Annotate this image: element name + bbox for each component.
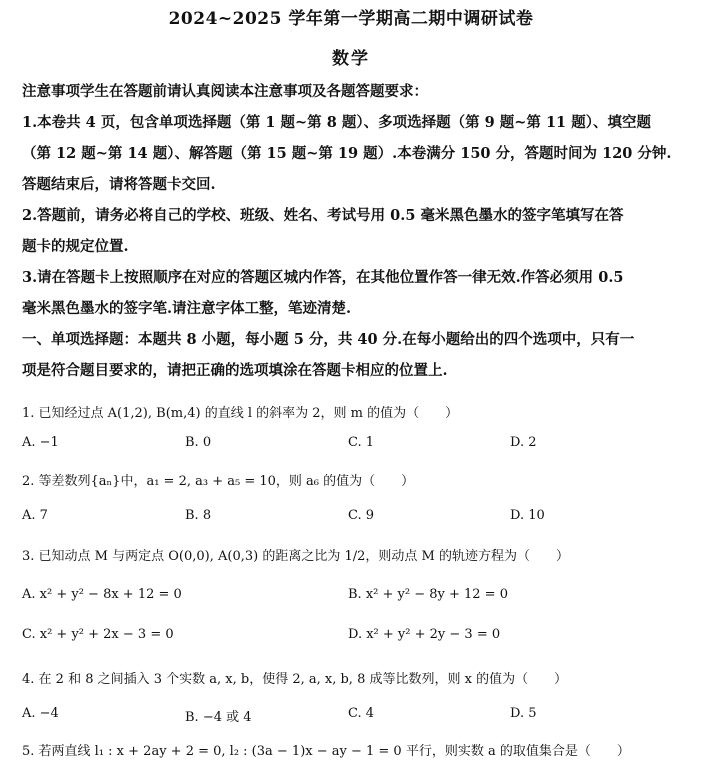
- question-4-stem: 4. 在 2 和 8 之间插入 3 个实数 a, x, b，使得 2, a, x, b, 8 成等比数列，则 x 的值为（ ）: [22, 672, 568, 687]
- question-1-option-d: D. 2: [510, 435, 537, 450]
- question-1-option-a: A. −1: [22, 435, 59, 450]
- question-4-option-c: C. 4: [348, 706, 375, 721]
- question-4-option-a: A. −4: [22, 706, 59, 721]
- question-3-option-b: B. x² + y² − 8y + 12 = 0: [348, 587, 508, 602]
- notice-heading: 注意事项学生在答题前请认真阅读本注意事项及各题答题要求：: [22, 83, 428, 100]
- question-2-option-b: B. 8: [185, 508, 212, 523]
- question-2-option-a: A. 7: [22, 508, 48, 523]
- section1-line1: 一、单项选择题：本题共 8 小题，每小题 5 分，共 40 分.在每小题给出的四个选项中，只有一: [22, 331, 635, 348]
- question-3-option-d: D. x² + y² + 2y − 3 = 0: [348, 627, 501, 642]
- question-2-option-d: D. 10: [510, 508, 545, 523]
- notice-item2-line2: 题卡的规定位置.: [22, 238, 129, 255]
- notice-item3-line1: 3.请在答题卡上按照顺序在对应的答题区城内作答，在其他位置作答一律无效.作答必须用 0.5: [22, 269, 624, 286]
- exam-title: 2024~2025 学年第一学期高二期中调研试卷: [168, 9, 534, 29]
- question-3-option-c: C. x² + y² + 2x − 3 = 0: [22, 627, 174, 642]
- section1-line2: 项是符合题目要求的，请把正确的选项填涂在答题卡相应的位置上.: [22, 362, 448, 379]
- notice-item1-line3: 答题结束后，请将答题卡交回.: [22, 176, 216, 193]
- notice-item1-line2: （第 12 题~第 14 题）、解答题（第 15 题~第 19 题）.本卷满分 150 分，答题时间为 120 分钟.: [22, 145, 672, 162]
- notice-item2-line1: 2.答题前，请务必将自己的学校、班级、姓名、考试号用 0.5 毫米黑色墨水的签字笔填写在答: [22, 207, 624, 224]
- notice-item1-line1: 1.本卷共 4 页，包含单项选择题（第 1 题~第 8 题）、多项选择题（第 9 题~第 11 题）、填空题: [22, 114, 651, 131]
- question-4-option-d: D. 5: [510, 706, 537, 721]
- question-5-stem: 5. 若两直线 l₁ : x + 2ay + 2 = 0, l₂ : (3a − 1)x − ay − 1 = 0 平行，则实数 a 的取值集合是（ ）: [22, 744, 630, 759]
- question-1-option-b: B. 0: [185, 435, 212, 450]
- question-4-option-b: B. −4 或 4: [185, 710, 252, 725]
- subject-title: 数学: [332, 49, 370, 69]
- question-3-option-a: A. x² + y² − 8x + 12 = 0: [22, 587, 182, 602]
- question-2-stem: 2. 等差数列{aₙ}中，a₁ = 2, a₃ + a₅ = 10，则 a₆ 的值为（ ）: [22, 474, 415, 489]
- question-3-stem: 3. 已知动点 M 与两定点 O(0,0), A(0,3) 的距离之比为 1/2，则动点 M 的轨迹方程为（ ）: [22, 549, 569, 564]
- question-1-option-c: C. 1: [348, 435, 375, 450]
- question-1-stem: 1. 已知经过点 A(1,2), B(m,4) 的直线 l 的斜率为 2，则 m 的值为（ ）: [22, 406, 459, 421]
- question-2-option-c: C. 9: [348, 508, 375, 523]
- notice-item3-line2: 毫米黑色墨水的签字笔.请注意字体工整，笔迹清楚.: [22, 300, 352, 317]
